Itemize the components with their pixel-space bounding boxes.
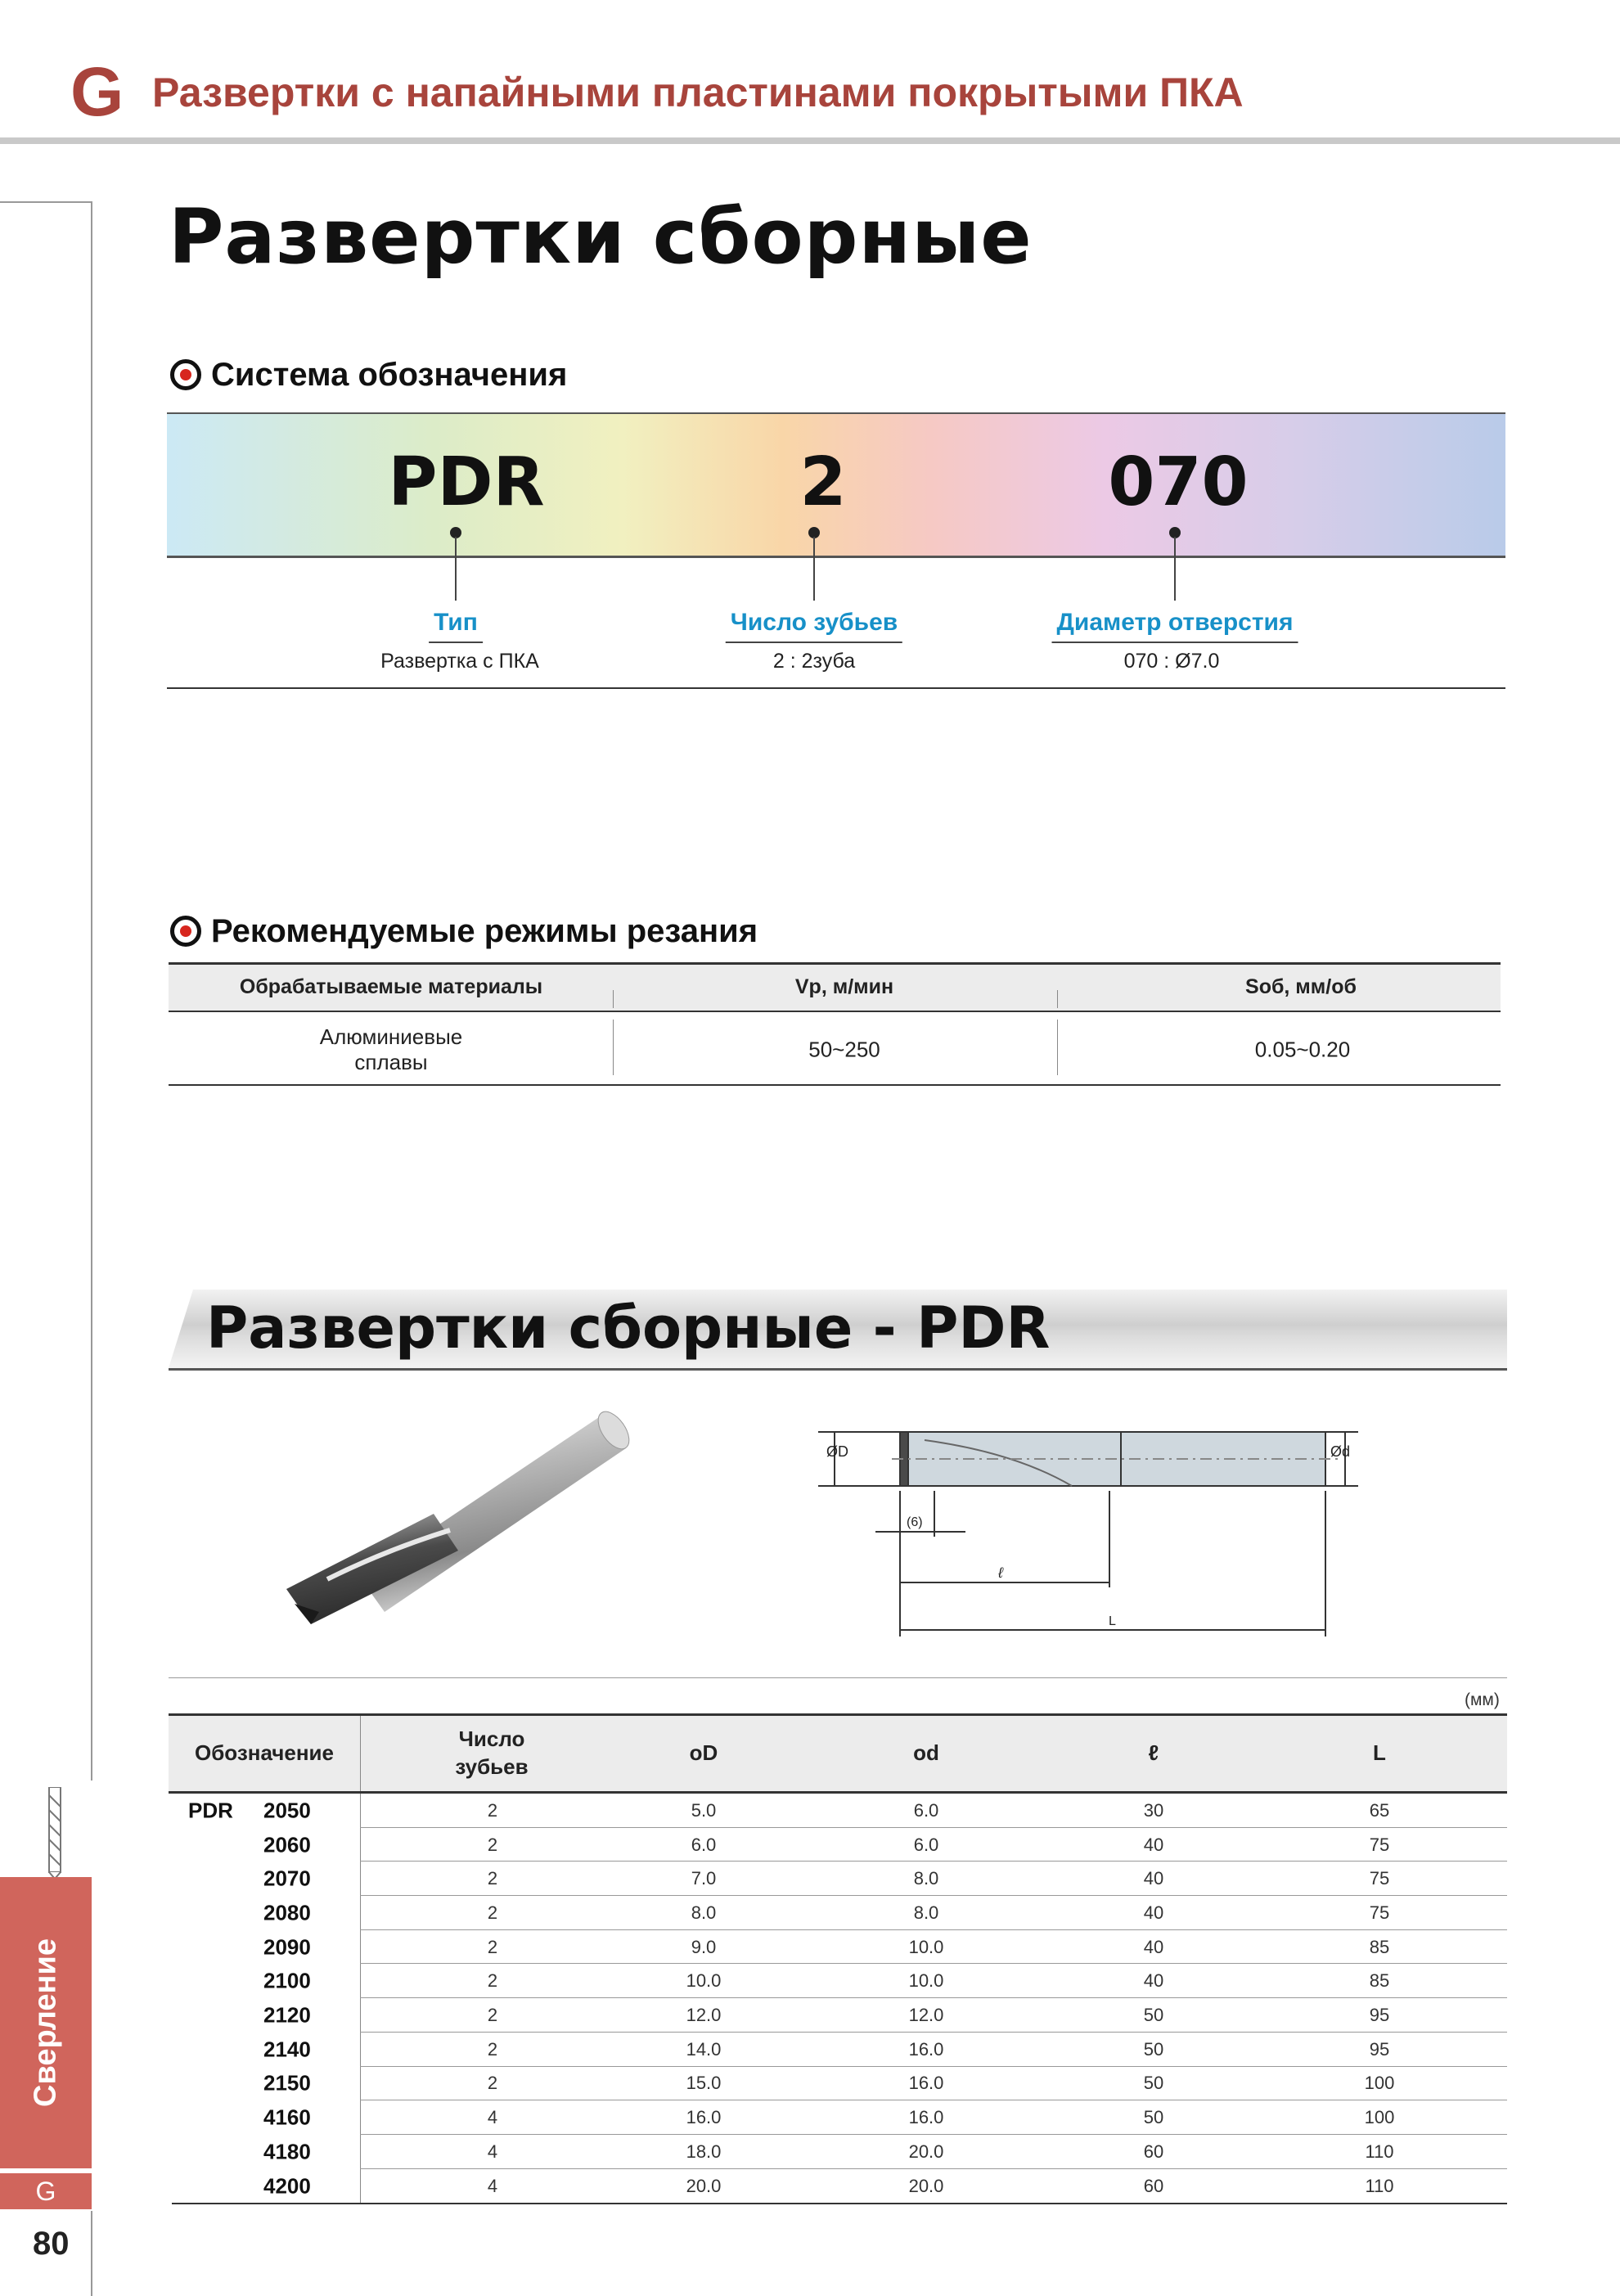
row-D: 10.0 [686, 1970, 722, 1992]
row-D: 16.0 [686, 2107, 722, 2128]
designation-heading-text: Система обозначения [211, 357, 568, 393]
row-D: 18.0 [686, 2141, 722, 2162]
row-code: 2060 [263, 1832, 311, 1857]
row-teeth: 2 [487, 1799, 498, 1821]
designation-label-teeth: Число зубьев [726, 609, 902, 643]
designation-heading [170, 357, 567, 394]
row-code: 2140 [263, 2037, 311, 2062]
row-teeth: 2 [487, 2038, 498, 2060]
series-label: PDR [188, 1798, 233, 1823]
cutting-material-line1: Алюминиевые [319, 1024, 463, 1049]
row-L: 95 [1369, 2005, 1390, 2026]
reamer-photo [262, 1407, 646, 1628]
cutting-table-bottom [169, 1084, 1501, 1086]
table-row [0, 2067, 1620, 2101]
table-row [0, 1794, 1620, 1828]
cutting-col-material: Обрабатываемые материалы [239, 975, 543, 998]
row-D: 9.0 [691, 1936, 717, 1957]
cutting-heading [170, 913, 758, 950]
row-L: 65 [1369, 1799, 1390, 1821]
drawing-label-l: ℓ [998, 1564, 1003, 1581]
row-code: 2120 [263, 2002, 311, 2028]
designation-code-teeth: 2 [799, 443, 847, 521]
designation-code-type: PDR [388, 443, 545, 521]
designation-stem [813, 537, 815, 601]
unit-label: (мм) [1465, 1690, 1500, 1709]
row-teeth: 2 [487, 1902, 498, 1923]
row-D: 8.0 [691, 1902, 717, 1923]
row-L: 85 [1369, 1970, 1390, 1992]
row-d: 16.0 [908, 2107, 944, 2128]
row-teeth: 2 [487, 2073, 498, 2094]
row-d: 12.0 [908, 2005, 944, 2026]
row-d: 20.0 [908, 2175, 944, 2196]
row-D: 12.0 [686, 2005, 722, 2026]
designation-label-type: Тип [429, 609, 483, 643]
table-row [0, 2033, 1620, 2067]
row-L: 95 [1369, 2038, 1390, 2060]
row-L: 110 [1365, 2141, 1394, 2162]
row-l: 40 [1143, 1970, 1164, 1992]
cutting-heading-text: Рекомендуемые режимы резания [211, 913, 758, 949]
cutting-material-cell [320, 1024, 462, 1075]
cutting-vp-value: 50~250 [808, 1037, 880, 1062]
row-code: 4200 [263, 2173, 311, 2199]
row-D: 5.0 [691, 1799, 717, 1821]
row-d: 8.0 [913, 1902, 939, 1923]
col-designation: Обозначение [195, 1740, 334, 1766]
section-title: Развертки с напайными пластинами покрытыми ПКА [152, 70, 1244, 115]
sidebar-tab-label: Сверление [28, 1938, 63, 2107]
row-code: 2150 [263, 2070, 311, 2096]
designation-desc-teeth: 2 : 2зуба [772, 650, 856, 673]
header-rule [0, 137, 1620, 144]
designation-desc-type: Развертка с ПКА [380, 650, 539, 673]
row-l: 50 [1143, 2073, 1164, 2094]
row-D: 15.0 [686, 2073, 722, 2094]
row-d: 16.0 [908, 2038, 944, 2060]
cutting-material-line2: сплавы [354, 1050, 428, 1074]
row-l: 50 [1143, 2038, 1164, 2060]
table-row [0, 1930, 1620, 1965]
col-l: ℓ [1148, 1740, 1159, 1766]
row-teeth: 2 [487, 1970, 498, 1992]
row-code: 4180 [263, 2139, 311, 2164]
col-teeth-line2: зубьев [455, 1754, 529, 1779]
row-l: 40 [1143, 1902, 1164, 1923]
cutting-header-divider [613, 990, 614, 1008]
sidebar-rule [91, 201, 92, 1781]
table-row [0, 2169, 1620, 2204]
cutting-divider [613, 1020, 614, 1075]
row-teeth: 2 [487, 1868, 498, 1889]
row-teeth: 2 [487, 2005, 498, 2026]
designation-label-diameter: Диаметр отверстия [1052, 609, 1298, 643]
row-code: 2050 [263, 1798, 311, 1823]
table-top-rule [169, 1677, 1507, 1678]
row-L: 110 [1365, 2175, 1394, 2196]
row-D: 6.0 [691, 1834, 717, 1855]
product-banner-title: Развертки сборные - PDR [206, 1294, 1051, 1362]
row-D: 14.0 [686, 2038, 722, 2060]
table-row [0, 1998, 1620, 2033]
cutting-table-header-rule [169, 1011, 1501, 1012]
sidebar-bottom-rule [91, 2211, 92, 2296]
row-l: 40 [1143, 1834, 1164, 1855]
row-teeth: 2 [487, 1936, 498, 1957]
table-row [0, 2135, 1620, 2169]
row-l: 30 [1143, 1799, 1164, 1821]
row-L: 100 [1364, 2073, 1395, 2094]
cutting-col-vp: Vp, м/мин [794, 975, 894, 998]
row-teeth: 4 [487, 2107, 498, 2128]
row-L: 75 [1369, 1868, 1390, 1889]
col-d: od [913, 1740, 939, 1766]
table-row [0, 1896, 1620, 1930]
row-L: 75 [1369, 1902, 1390, 1923]
cutting-sob-value: 0.05~0.20 [1254, 1037, 1351, 1062]
target-icon [170, 359, 201, 390]
row-d: 16.0 [908, 2073, 944, 2094]
designation-stem [1174, 537, 1176, 601]
row-code: 2090 [263, 1934, 311, 1960]
cutting-header-divider [1057, 990, 1058, 1008]
col-L: L [1373, 1740, 1386, 1766]
row-D: 7.0 [691, 1868, 717, 1889]
cutting-col-sob: Soб, мм/об [1245, 975, 1357, 998]
row-l: 50 [1143, 2005, 1164, 2026]
section-letter: G [70, 53, 124, 130]
row-L: 75 [1369, 1834, 1390, 1855]
designation-code-diameter: 070 [1108, 443, 1249, 521]
target-icon [170, 916, 201, 947]
table-row [0, 1828, 1620, 1862]
sidebar-letter: G [0, 2173, 92, 2209]
row-l: 40 [1143, 1936, 1164, 1957]
row-D: 20.0 [686, 2175, 722, 2196]
table-header [169, 1716, 1507, 1791]
designation-stem [455, 537, 457, 601]
table-bottom-rule [172, 2203, 1507, 2204]
row-d: 20.0 [908, 2141, 944, 2162]
product-banner-rule [169, 1368, 1507, 1371]
designation-bottom-rule [167, 687, 1505, 689]
row-d: 10.0 [908, 1970, 944, 1992]
row-L: 85 [1369, 1936, 1390, 1957]
cutting-divider [1057, 1020, 1058, 1075]
row-teeth: 4 [487, 2141, 498, 2162]
row-l: 60 [1143, 2175, 1164, 2196]
row-code: 2070 [263, 1866, 311, 1891]
table-row [0, 1862, 1620, 1896]
row-d: 6.0 [913, 1834, 939, 1855]
row-code: 4160 [263, 2105, 311, 2130]
page-number: 80 [33, 2226, 70, 2262]
table-row [0, 2100, 1620, 2135]
row-d: 8.0 [913, 1868, 939, 1889]
drawing-label-L: L [1109, 1614, 1116, 1628]
row-d: 10.0 [908, 1936, 944, 1957]
drawing-label-d: Ød [1330, 1443, 1351, 1460]
row-L: 100 [1364, 2107, 1395, 2128]
row-code: 2100 [263, 1968, 311, 1993]
row-d: 6.0 [913, 1799, 939, 1821]
row-l: 40 [1143, 1868, 1164, 1889]
table-row [0, 1965, 1620, 1999]
sidebar-top-rule [0, 201, 92, 203]
col-teeth [455, 1726, 528, 1781]
row-teeth: 2 [487, 1834, 498, 1855]
row-teeth: 4 [487, 2175, 498, 2196]
row-l: 50 [1143, 2107, 1164, 2128]
drawing-label-b: (6) [907, 1515, 923, 1529]
row-code: 2080 [263, 1900, 311, 1925]
designation-desc-diameter: 070 : Ø7.0 [1123, 650, 1220, 673]
col-teeth-line1: Число [458, 1727, 525, 1752]
col-D: oD [689, 1740, 718, 1766]
drawing-label-D: ØD [826, 1443, 848, 1460]
page-title: Развертки сборные [169, 193, 1033, 281]
reamer-drawing [802, 1416, 1358, 1645]
row-l: 60 [1143, 2141, 1164, 2162]
